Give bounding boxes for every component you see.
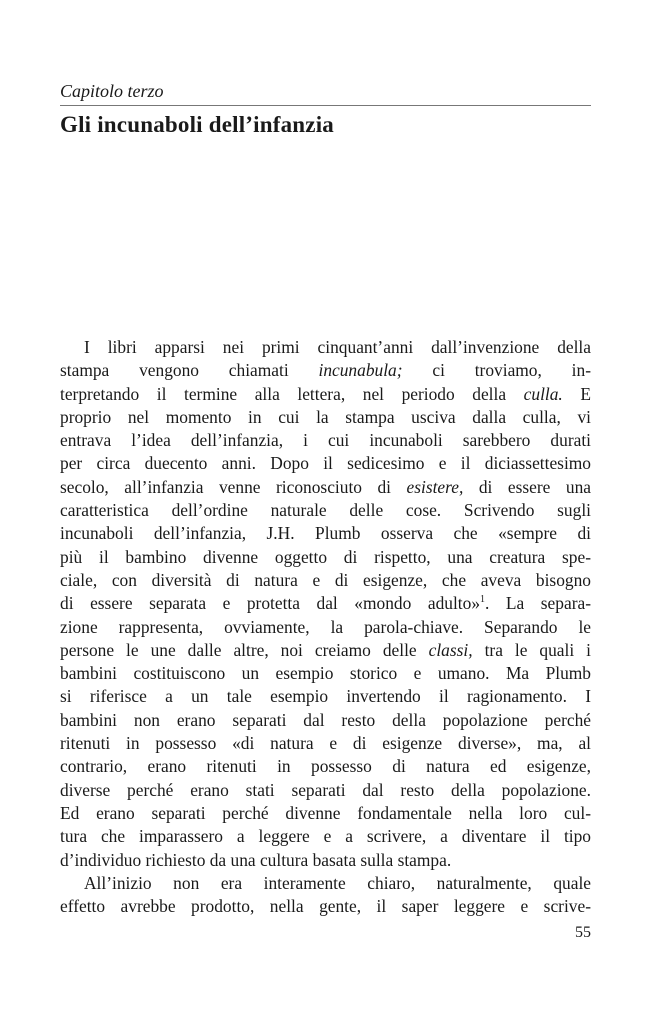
text-segment: . La separa- [485,593,591,614]
text-segment: contrario, erano ritenuti in possesso di natura ed esigenze, [60,756,591,777]
text-line [60,779,591,802]
text-line [60,546,591,569]
text-segment: stampa vengono chiamati [60,360,319,381]
text-segment: più il bambino divenne oggetto di rispetto, una creatura spe- [60,546,591,567]
italic-term: esistere, [406,476,464,497]
text-segment: terpretando il termine alla lettera, nel periodo della [60,383,524,404]
text-line [60,522,591,545]
text-line [60,685,591,708]
text-segment: tra le quali i [472,639,591,660]
text-segment: incunaboli dell’infanzia, J.H. Plumb osserva che «sempre di [60,523,591,544]
text-segment: Ed erano separati perché divenne fondamentale nella loro cul- [60,802,591,823]
text-line [60,359,591,382]
text-segment: diverse perché erano stati separati dal resto della popolazione. [60,779,591,800]
text-segment: di essere separata e protetta dal «mondo adulto» [60,593,481,614]
text-line [60,569,591,592]
text-line [60,429,591,452]
text-segment: si riferisce a un tale esempio invertendo il ragionamento. I [60,686,591,707]
text-line [60,616,591,639]
text-line [60,383,591,406]
text-segment: persone le une dalle altre, noi creiamo delle [60,639,429,660]
text-segment: bambini non erano separati dal resto della popolazione perché [60,709,591,730]
text-line [60,755,591,778]
text-line [60,802,591,825]
text-line [60,406,591,429]
text-segment: di essere una [463,476,591,497]
text-segment: zione rappresenta, ovviamente, la parola-chiave. Separando le [60,616,591,637]
text-segment: ritenuti in possesso «di natura e di esigenze diverse», ma, al [60,733,591,754]
text-segment: I libri apparsi nei primi cinquant’anni dall’invenzione della [84,337,591,357]
text-line [60,849,591,872]
text-line [60,592,591,615]
text-segment: caratteristica dell’ordine naturale delle cose. Scrivendo sugli [60,500,591,521]
text-line [60,732,591,755]
text-segment: tura che imparassero a leggere e a scrivere, a diventare il tipo [60,826,591,847]
text-segment: per circa duecento anni. Dopo il sedicesimo e il diciassettesimo [60,453,591,474]
text-segment: All’inizio non era interamente chiaro, naturalmente, quale [84,872,591,893]
text-line [60,499,591,522]
text-segment: proprio nel momento in cui la stampa usciva dalla culla, vi [60,406,591,427]
text-segment: secolo, all’infanzia venne riconosciuto di [60,476,407,497]
text-line [60,639,591,662]
text-segment: E [562,383,591,404]
text-segment: ciale, con diversità di natura e di esigenze, che aveva bisogno [60,569,591,590]
text-line [60,452,591,475]
text-segment: bambini costituiscono un esempio storico e umano. Ma Plumb [60,663,591,684]
text-segment: effetto avrebbe prodotto, nella gente, il saper leggere e scrive- [60,896,591,917]
text-segment: d’individuo richiesto da una cultura basata sulla stampa. [60,849,452,870]
chapter-title: Gli incunaboli dell’infanzia [60,112,334,137]
italic-term: culla. [523,383,563,404]
text-line [60,709,591,732]
italic-term: classi, [428,639,473,660]
footnote-ref: 1 [480,594,486,606]
chapter-label: Capitolo terzo [60,81,164,101]
page-number: 55 [575,924,591,941]
text-segment: entrava l’idea dell’infanzia, i cui incunaboli sarebbero durati [60,430,591,451]
header-rule [60,105,591,106]
italic-term: incunabula; [318,360,403,381]
text-line [60,825,591,848]
body-text [60,336,591,918]
text-line [60,336,591,359]
text-line [60,895,591,918]
text-line [60,872,591,895]
text-segment: ci troviamo, in- [402,360,591,381]
text-line [60,662,591,685]
text-line [60,476,591,499]
